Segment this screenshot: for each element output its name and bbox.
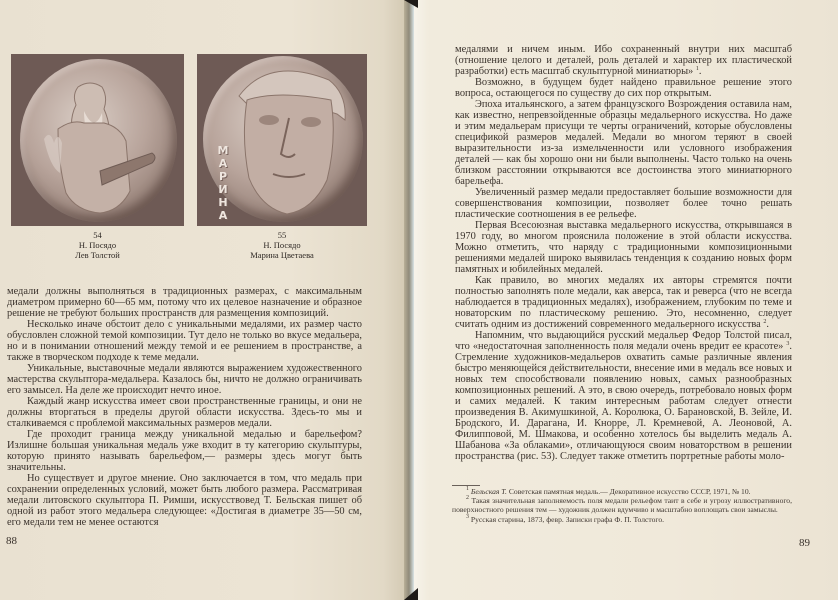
inscription-letter: А — [218, 157, 228, 170]
paragraph: Где проходит граница между уникальной медалью и барельефом? Излишне большая уникальная медаль уже входит в ту категорию скульптуры, которую принято называть барельефом,— размеры здесь могут быть значительны. — [7, 429, 362, 473]
paragraph: Возможно, в будущем будет найдено правильное решение этого вопроса, остающегося по существу до сих пор открытым. — [455, 77, 792, 99]
footnote-ref: 2 — [763, 319, 767, 325]
figure-title: Лев Толстой — [75, 250, 120, 260]
figure-title: Марина Цветаева — [250, 250, 314, 260]
figure-caption-54 — [11, 230, 184, 260]
page-number: 89 — [799, 537, 810, 549]
paragraph: Эпоха итальянского, а затем французского Возрождения оставила нам, как известно, непревзойденные образцы медальерного искусства. Но даже и этим медальерам присущи те черты ограничений, которые обусловлены спецификой размеров медалей. Медали во многом теряют в своей выразительности из-за измельченности или условного изображения деталей — как бы хорошо они ни были выполнены. Часто только на очень близком расстоянии открываются все достоинства этого миниатюрного барельефа. — [455, 99, 792, 187]
paragraph: Первая Всесоюзная выставка медальерного искусства, открывшаяся в 1970 году, во многом прояснила положение в этой области искусства. Можно отметить, что наряду с традиционными композиционными решениями медалей широко выявилась тенденция к созданию новых форм памятных и юбилейных медалей. — [455, 220, 792, 275]
inscription-letter: И — [218, 183, 228, 196]
footnote-ref: 1 — [695, 66, 699, 72]
paragraph: Увеличенный размер медали предоставляет большие возможности для совершенствования композиции, позволяет более точно решать пластические соотношения в ее рельефе. — [455, 187, 792, 220]
paragraph: медалями и ничем иным. Ибо сохраненный внутри них масштаб (отношение целого и деталей, роль деталей и характер их пластической разработки) есть масштаб скульптурной миниатюры» $^1$. — [455, 44, 792, 77]
inscription-letter: М — [217, 144, 229, 157]
paragraph: Уникальные, выставочные медали являются выражением художественного мастерства скульптора-медальера. Казалось бы, ничто не должно ограничивать его замысел. На деле же происходит нечто иное. — [7, 363, 362, 396]
figure-55-tsvetaeva-medal — [197, 54, 367, 226]
medal-inscription-marina — [217, 144, 229, 222]
figure-number: 54 — [93, 230, 102, 240]
paragraph: Несколько иначе обстоит дело с уникальными медалями, их размер часто обусловлен сложной темой композиции. Тут дело не только во вкусе медальера, но и в понимании отношений между темой и ее решением в пространстве, а также в творческом подходе к теме медали. — [7, 319, 362, 363]
page-corner-shadow — [404, 588, 418, 600]
inscription-letter: Н — [218, 196, 228, 209]
paragraph: Но существует и другое мнение. Оно заключается в том, что медаль при сохранении определенных условий, может быть любого размера. Рассматривая медали литовского скульптора П. Римши, искусствовед Т. Бельская пишет об одной из работ этого медальера следующее: «Достигая в диаметре 35—50 см, его медали тем не менее остаются — [7, 473, 362, 528]
figure-author: Н. Посядо — [78, 240, 117, 250]
paragraph: Каждый жанр искусства имеет свои пространственные границы, и они не должны вторгаться в пределы другой области искусства. Здесь-то мы и сталкиваемся с проблемой максимальных размеров медали. — [7, 396, 362, 429]
footnote: $^3$ Русская старина, 1873, февр. Записки графа Ф. П. Толстого. — [466, 513, 665, 524]
paragraph: Как правило, во многих медалях их авторы стремятся почти полностью заполнять поле медали, как аверса, так и реверса (что не всегда наблюдается в традиционных медалях), изображением, глубоким по теме и новаторским по пластическому решению. Это, несомненно, следует считать одним из достижений современного медальерного искусства $^2$. — [455, 275, 792, 330]
figure-caption-55 — [197, 230, 367, 260]
book-spine — [404, 0, 414, 600]
right-page-body — [455, 44, 792, 462]
figure-author: Н. Посядо — [263, 240, 301, 250]
left-page-body — [7, 286, 362, 528]
figure-number: 55 — [277, 230, 287, 240]
page-number: 88 — [6, 535, 17, 547]
footnotes — [452, 487, 792, 524]
paragraph: медали должны выполняться в традиционных размерах, с максимальным диаметром примерно 60—65 мм, потому что их целевое назначение и образное решение не требуют больших пространств для размещения композиций. — [7, 286, 362, 319]
figure-54-tolstoy-medal — [11, 54, 184, 226]
footnote-ref: 3 — [786, 341, 790, 347]
inscription-letter: А — [218, 209, 228, 222]
footnote: $^1$ Бельская Т. Советская памятная медаль.— Декоративное искусство СССР, 1971, № 10. — [466, 486, 751, 496]
inscription-letter: Р — [218, 170, 228, 183]
medal-tsvetaeva — [203, 56, 363, 222]
left-page — [0, 0, 412, 600]
paragraph: Напомним, что выдающийся русский медальер Федор Толстой писал, что «недостаточная заполненность поля медали очень вредит ее красоте» $^3$. Стремление художников-медальеров охватить самые различные явления быстро меняющейся действительности, внесение ими в медаль все новых и новых тем способствовали появлению новых, самых разнообразных композиционных решений. А это, в свою очередь, потребовало новых форм и самих медалей. К таким интересным работам следует отнести произведения В. Акимушкиной, А. Королюка, О. Барановской, В. Зейле, И. Бродского, И. Дарагана, И. Кнорре, Л. Кремневой, А. Леоновой, А. Филипповой, М. Шмакова, и особенно хотелось бы выделить медаль А. Шабанова «За облаками», отличающуюся своим новаторством в решении пространства (рис. 53). Следует также отметить портретные работы моло- — [455, 330, 792, 462]
page-corner-shadow — [404, 0, 418, 8]
tolstoy-relief-icon — [20, 59, 177, 222]
medal-tolstoy — [20, 59, 177, 222]
footnote: $^2$ Такая значительная заполняемость поля медали рельефом таит в себе и угрозу иллюстративного, поверхностного решения тем — художник должен вдумчиво и масштабно воплощать свои замыслы. — [452, 495, 792, 515]
